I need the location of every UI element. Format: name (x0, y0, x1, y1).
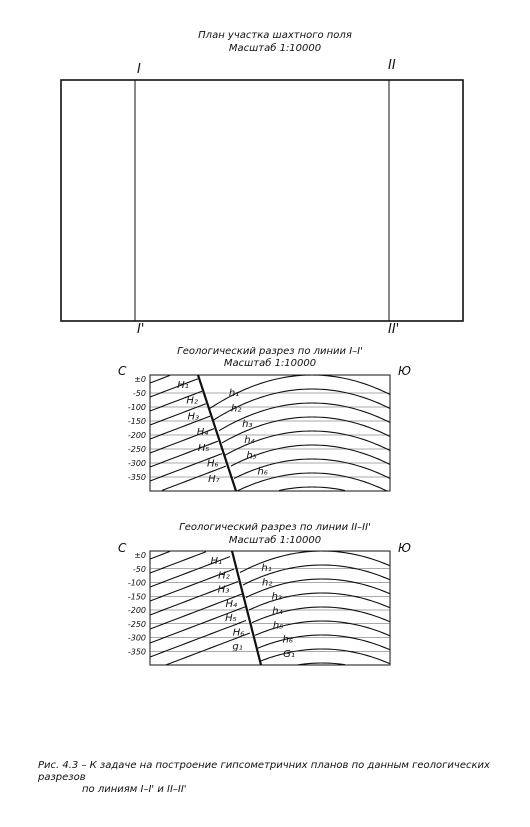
plan-map (61, 80, 463, 321)
section1-beds (150, 375, 390, 491)
seam-line (150, 375, 170, 383)
seam-label: H₃ (217, 584, 230, 596)
seam-label: H₄ (225, 598, 237, 610)
seam-label: G₁ (283, 648, 295, 660)
depth-tick-label: -100 (127, 403, 146, 412)
plan-boundary (61, 80, 463, 321)
depth-tick-label: -300 (127, 459, 146, 468)
depth-tick-label: -250 (127, 445, 146, 454)
section1-depth-ticks (128, 375, 146, 482)
seam-label: H₅ (197, 442, 210, 454)
seam-label: H₂ (218, 570, 230, 582)
plan-title: План участка шахтного поля (198, 30, 352, 41)
seam-label: h₅ (246, 450, 257, 462)
section2-depth-ticks (128, 551, 146, 656)
seam-label: H₆ (232, 627, 245, 639)
seam-line (150, 379, 198, 397)
section1-frame (150, 375, 390, 491)
seam-line (279, 487, 345, 490)
figure-caption (38, 760, 518, 796)
seam-label: H₇ (208, 474, 220, 486)
seam-label: H₆ (206, 458, 219, 470)
section2-diagram (128, 551, 390, 665)
plan-line-label-I-prime: I' (137, 322, 145, 337)
caption-line-2: по линиям I–I' и II–II' (82, 784, 187, 795)
seam-label: h₂ (230, 403, 242, 415)
depth-tick-label: -150 (127, 592, 146, 602)
depth-tick-label: -100 (127, 578, 146, 588)
seam-label: H₄ (196, 427, 209, 439)
plan-scale: Масштаб 1:10000 (228, 43, 322, 54)
seam-label: h₃ (242, 419, 253, 431)
seam-label: g₁ (232, 641, 243, 653)
plan-line-label-I: I (137, 62, 141, 77)
depth-tick-label: -350 (127, 473, 146, 482)
seam-line (150, 551, 170, 559)
seam-label: h₁ (261, 563, 272, 575)
seam-label: h₂ (261, 577, 273, 589)
section2-south-label: Ю (398, 541, 411, 555)
depth-tick-label: -250 (127, 619, 146, 629)
depth-tick-label: ±0 (134, 551, 146, 560)
seam-label: H₂ (186, 395, 198, 407)
section2-title: Геологический разрез по линии II–II' (179, 522, 371, 533)
depth-tick-label: ±0 (134, 375, 146, 384)
section2-north-label: С (118, 541, 127, 555)
depth-tick-label: -150 (127, 417, 146, 426)
section1-title: Геологический разрез по линии I–I' (177, 346, 363, 357)
seam-label: h₁ (228, 387, 240, 399)
seam-label: H₃ (187, 411, 200, 423)
seam-line (150, 552, 206, 573)
seam-label: H₅ (225, 613, 237, 625)
plan-line-label-II-prime: II' (388, 322, 400, 337)
depth-tick-label: -350 (127, 647, 146, 657)
seam-label: H₁ (210, 556, 223, 567)
depth-tick-label: -50 (132, 389, 146, 398)
plan-line-label-II: II (388, 58, 396, 73)
section1-north-label: С (118, 364, 127, 378)
section1-scale: Масштаб 1:10000 (223, 358, 317, 369)
caption-line-1: Рис. 4.3 – К задаче на построение гипсометричних планов по данным геологических разрезов (38, 760, 490, 783)
seam-label: h₃ (271, 591, 282, 603)
seam-label: h₄ (244, 434, 255, 446)
depth-tick-label: -50 (132, 564, 146, 574)
seam-label: h₄ (272, 606, 283, 617)
seam-label: h₆ (257, 466, 268, 478)
seam-label: h₅ (272, 620, 284, 632)
seam-label: h₆ (282, 634, 293, 646)
depth-tick-label: -200 (127, 431, 146, 440)
section1-diagram (128, 375, 390, 491)
seam-label: H₁ (177, 380, 189, 391)
depth-tick-label: -300 (127, 633, 146, 643)
section1-south-label: Ю (398, 364, 411, 378)
depth-tick-label: -200 (127, 606, 146, 615)
section2-scale: Масштаб 1:10000 (228, 535, 322, 546)
